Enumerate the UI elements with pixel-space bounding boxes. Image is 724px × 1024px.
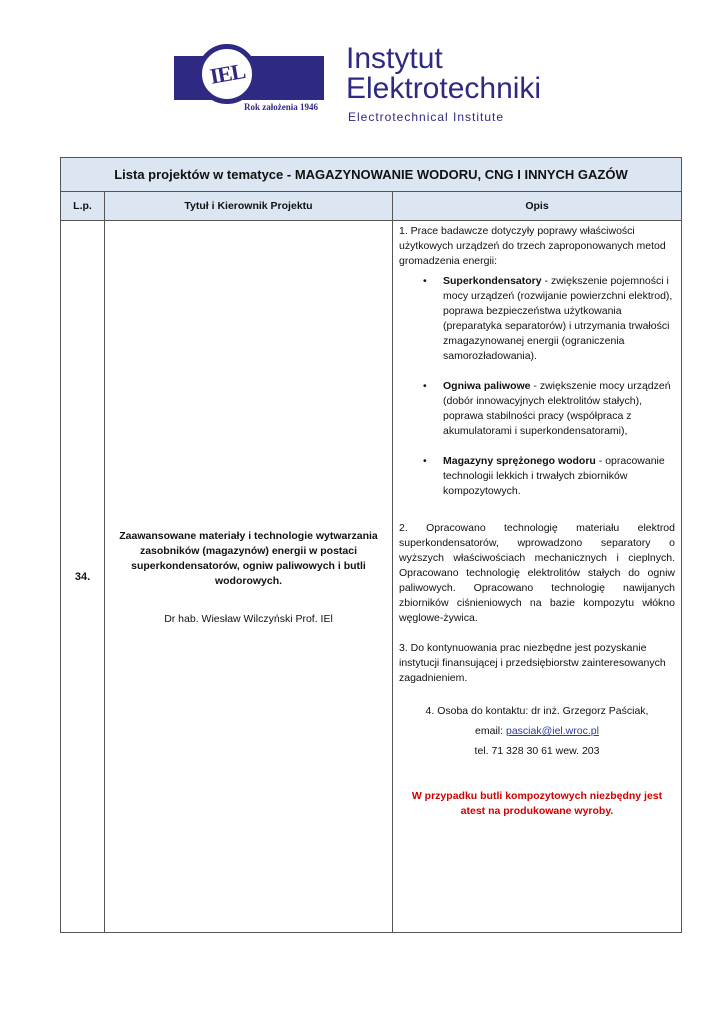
logo-name xyxy=(346,44,541,104)
bullet-text: - zwiększenie pojemności i mocy urządzeń (rozwijanie powierzchni elektrod), poprawa bezpieczeństwa użytkowania (preparatyka separatorów) i utrzymania trwałości zmagazynowanej energii (ograniczenia samorozładowania). xyxy=(443,275,673,362)
bullet-icon: • xyxy=(423,380,427,392)
project-number: 34. xyxy=(61,221,105,933)
logo-name-line2: Elektrotechniki xyxy=(346,72,542,105)
bullet-icon: • xyxy=(423,275,427,287)
contact-line: 4. Osoba do kontaktu: dr inż. Grzegorz Paściak, xyxy=(425,705,649,717)
bullet-text: - opracowanie technologii lekkich i trwałych zbiorników kompozytowych. xyxy=(443,455,665,497)
list-item xyxy=(423,454,675,499)
list-item xyxy=(423,274,675,364)
bullet-bold: Superkondensatory xyxy=(443,275,542,287)
table-title: Lista projektów w tematyce - MAGAZYNOWANIE WODORU, CNG I INNYCH GAZÓW xyxy=(61,158,682,192)
logo-founded: Rok założenia 1946 xyxy=(244,102,318,112)
table-row xyxy=(61,221,682,933)
email-label: email: xyxy=(475,725,506,737)
column-header-lp: L.p. xyxy=(61,192,105,221)
project-cell xyxy=(105,221,393,933)
contact-phone: tel. 71 328 30 61 wew. 203 xyxy=(474,745,600,757)
logo-name-english: Electrotechnical Institute xyxy=(348,110,505,124)
column-header-description: Opis xyxy=(393,192,682,221)
column-header-title-leader: Tytuł i Kierownik Projektu xyxy=(105,192,393,221)
description-p2: 2. Opracowano technologię materiału elektrod superkondensatorów, wprowadzono separatory o wyższych właściwościach mechanicznych i cieplnych. Opracowano technologię elektrolitów stałych do ogniw paliwowych. Opracowano technologię nawijanych zbiorników ciśnieniowych na bazie kompozytu włókno węglowe-żywica. xyxy=(399,522,675,624)
institute-logo xyxy=(172,42,562,126)
composite-note: W przypadku butli kompozytowych niezbędny jest atest na produkowane wyroby. xyxy=(411,790,663,817)
project-leader: Dr hab. Wiesław Wilczyński Prof. IEl xyxy=(164,612,333,625)
logo-emblem xyxy=(197,44,257,104)
bullet-text: - zwiększenie mocy urządzeń (dobór innowacyjnych elektrolitów stałych), poprawa stabilności pracy (współpraca z akumulatorami i superkondensatorami), xyxy=(443,380,671,437)
projects-table xyxy=(60,157,682,933)
description-p3: 3. Do kontynuowania prac niezbędne jest pozyskanie instytucji finansującej i przedsiębiorstw zainteresowanych zagadnieniem. xyxy=(399,642,666,684)
logo-name-line1: Instytut xyxy=(346,42,443,75)
contact-email-line xyxy=(399,721,675,741)
bullet-list xyxy=(399,274,675,499)
bullet-bold: Ogniwa paliwowe xyxy=(443,380,531,392)
bullet-bold: Magazyny sprężonego wodoru xyxy=(443,455,596,467)
description-p1: 1. Prace badawcze dotyczyły poprawy właściwości użytkowych urządzeń do trzech zaproponowanych metod gromadzenia energii: xyxy=(399,225,666,267)
logo-monogram: IEL xyxy=(207,58,247,89)
description-cell xyxy=(393,221,682,933)
list-item xyxy=(423,379,675,439)
bullet-icon: • xyxy=(423,455,427,467)
email-link[interactable]: pasciak@iel.wroc.pl xyxy=(505,725,599,737)
project-title: Zaawansowane materiały i technologie wytwarzania zasobników (magazynów) energii w postaci superkondensatorów, ogniw paliwowych i butli wodorowych. xyxy=(119,529,378,587)
